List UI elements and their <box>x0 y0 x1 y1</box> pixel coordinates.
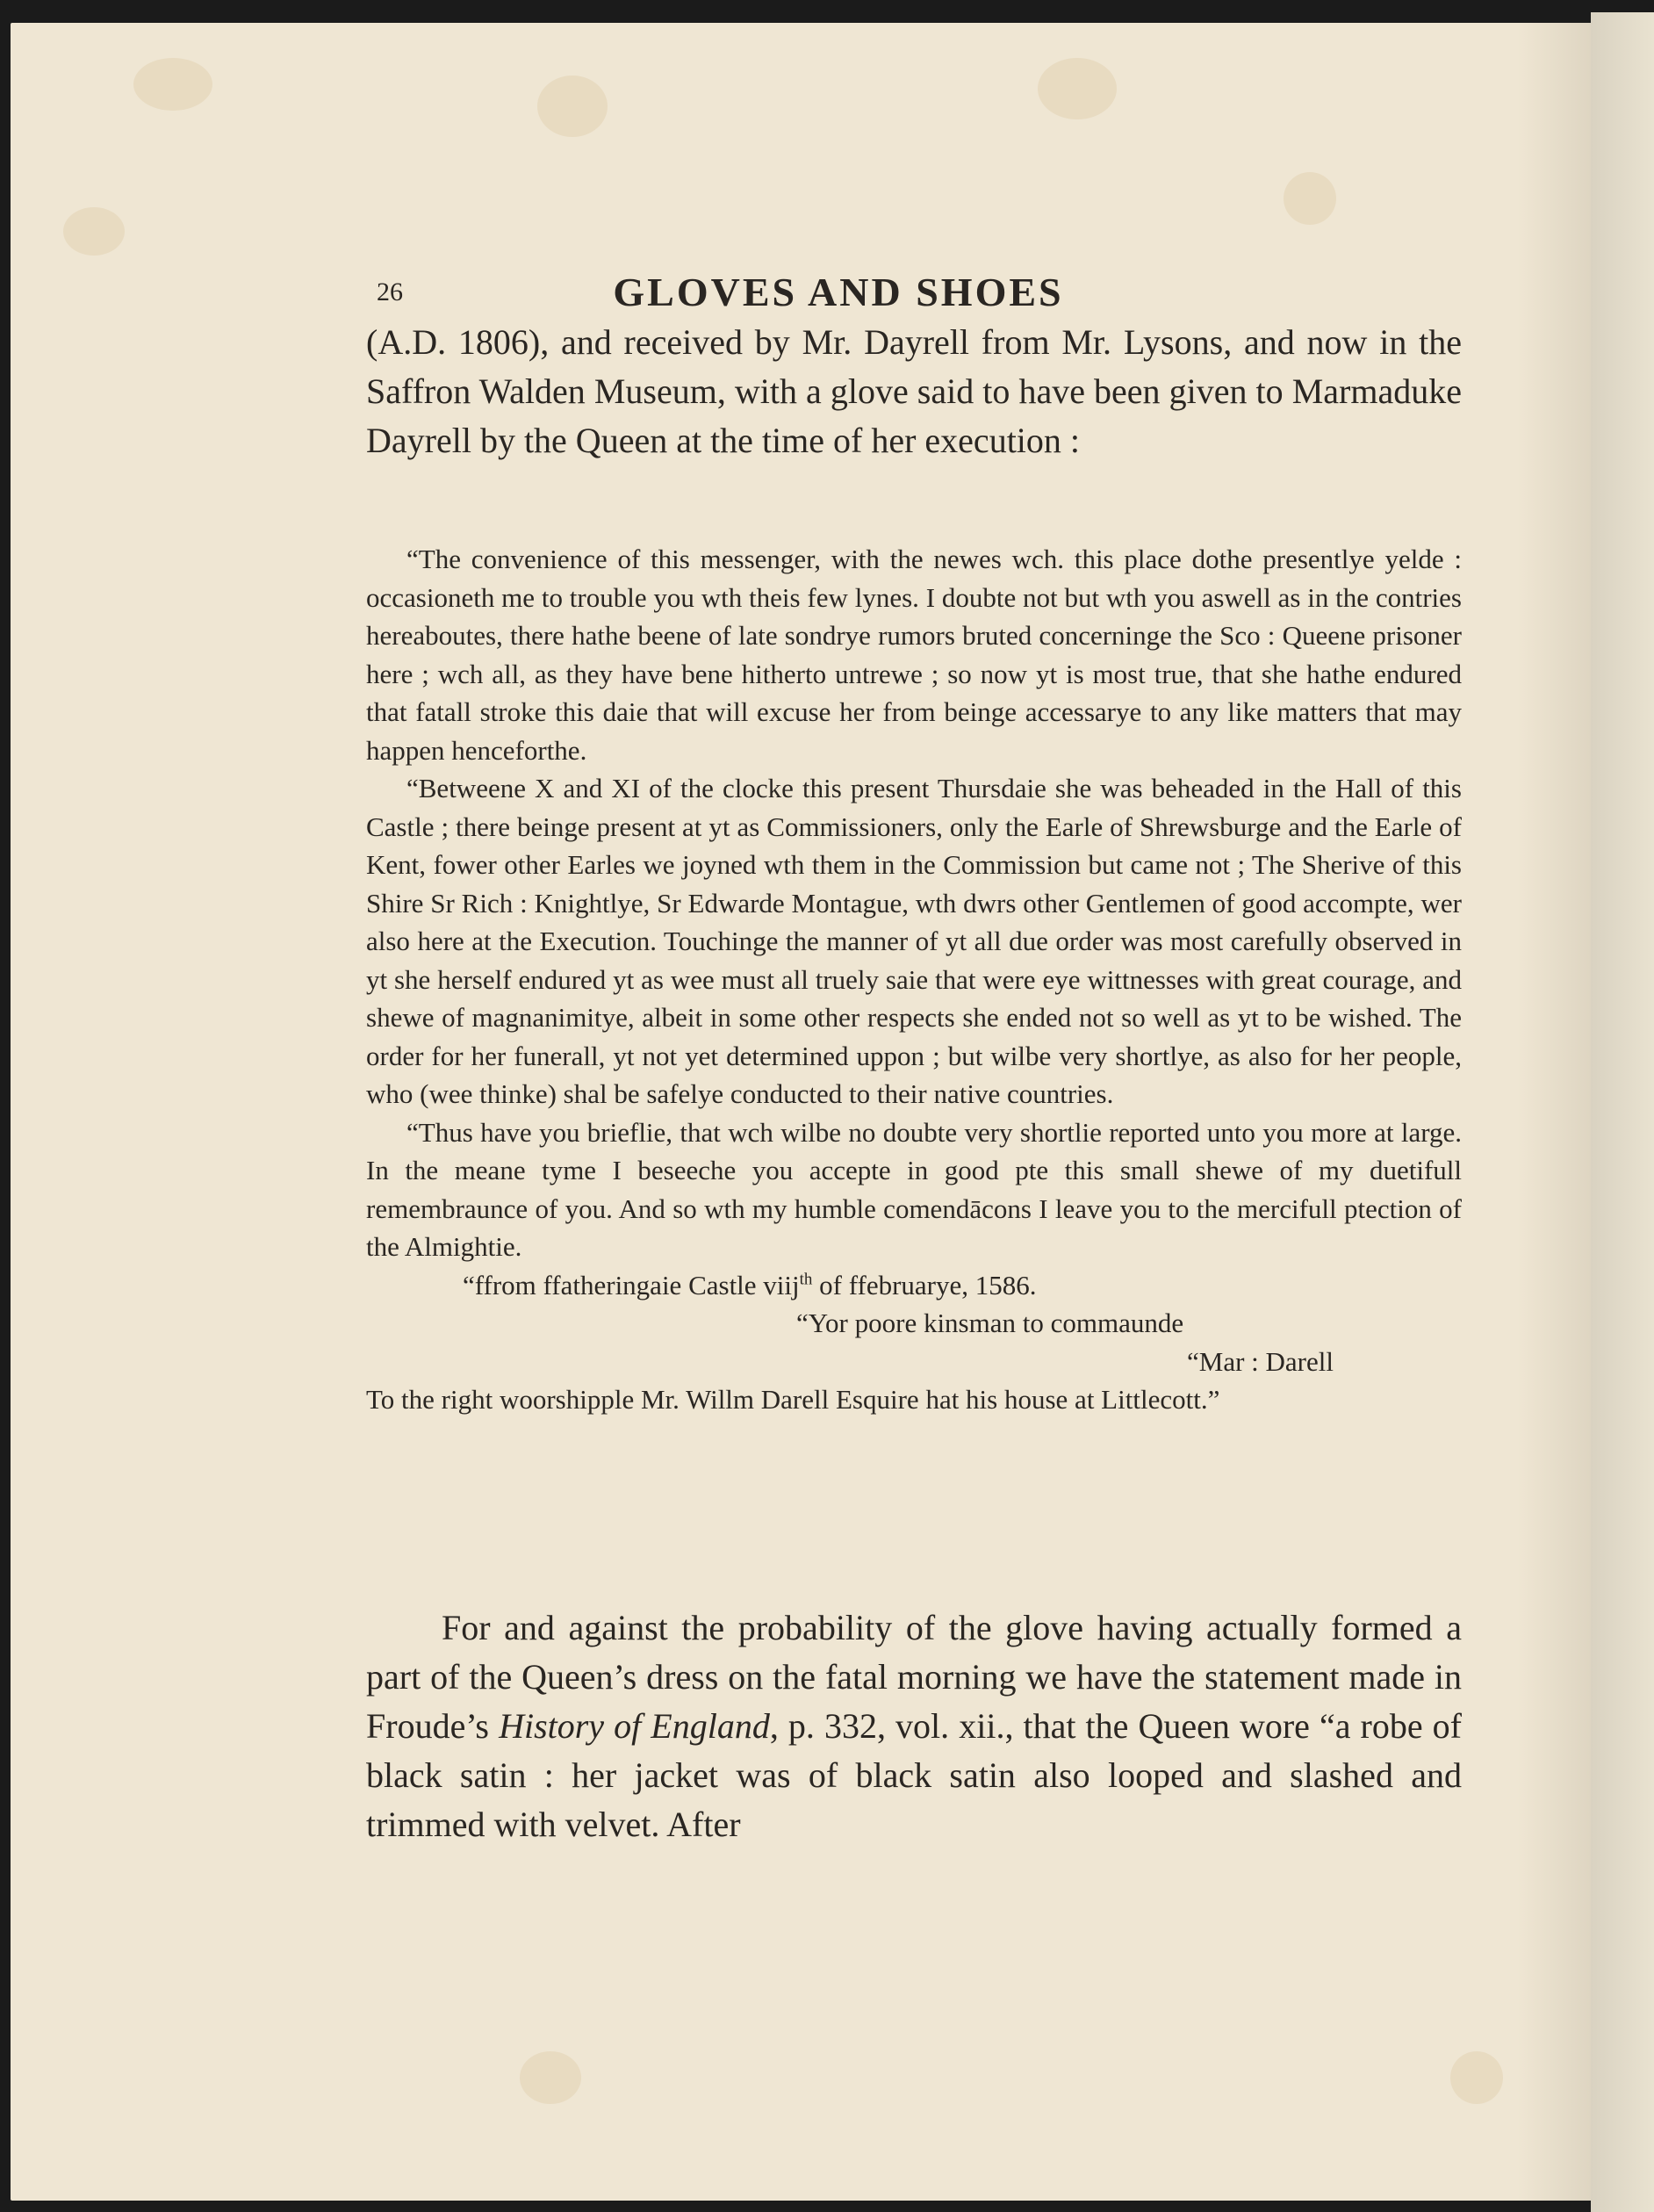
closing-text-end: , p. 332, vol. xii., that the Queen wore “a robe of black satin : her jacket was of black satin also looped and slashed and trimmed with velvet. After <box>366 1706 1462 1844</box>
letter-dateline <box>366 1266 1462 1305</box>
foxing-stain <box>1450 2051 1503 2104</box>
foxing-stain <box>1038 58 1117 119</box>
facing-page-edge <box>1591 12 1654 2212</box>
intro-paragraph-text: (A.D. 1806), and received by Mr. Dayrell from Mr. Lysons, and now in the Saffron Walden Museum, with a glove said to have been given to Marmaduke Dayrell by the Queen at the time of her execution : <box>366 322 1462 460</box>
dateline-superscript: th <box>799 1270 813 1289</box>
foxing-stain <box>520 2051 581 2104</box>
letter-signature-line-1: “Yor poore kinsman to commaunde <box>796 1308 1184 1338</box>
book-title-italic: History of England <box>499 1706 770 1746</box>
foxing-stain <box>133 58 212 111</box>
page-gutter-shadow <box>1517 23 1596 2201</box>
running-title: GLOVES AND SHOES <box>613 270 1064 314</box>
foxing-stain <box>63 207 125 256</box>
closing-paragraph <box>366 1603 1462 1849</box>
closing-paragraph-text <box>366 1603 1462 1849</box>
dateline-text-end: of ffebruarye, 1586. <box>812 1269 1037 1301</box>
letter-address: To the right woorshipple Mr. Willm Darell Esquire hat his house at Littlecott.” <box>366 1384 1220 1415</box>
intro-paragraph <box>366 318 1462 465</box>
page-number: 26 <box>377 277 403 306</box>
foxing-stain <box>1284 172 1336 225</box>
letter-paragraph-2: “Betweene X and XI of the clocke this present Thursdaie she was beheaded in the Hall of this Castle ; there beinge present at yt as Commissioners, only the Earle of Shrewsburge and the Earle of Kent, fower other Earles we joyned wth them in the Commission but came not ; The Sherive of this Shire Sr Rich : Knightlye, Sr Edwarde Montague, wth dwrs other Gentlemen of good accompte, wer also here at the Execution. Touchinge the manner of yt all due order was most carefully observed in yt she herself endured yt as wee must all truely saie that were eye wittnesses with great courage, and shewe of magnanimitye, albeit in some other respects she ended not so well as yt to be wished. The order for her funerall, yt not yet determined uppon ; but wilbe very shortlye, as also for her people, who (wee thinke) shal be safelye conducted to their native countries. <box>366 773 1462 1109</box>
quoted-letter <box>366 540 1462 1419</box>
closing-text-start: For and against the probability of the glove having actually formed a part of the Queen’s dress on the fatal morning we have the statement made in Froude’s <box>366 1608 1462 1746</box>
letter-paragraph-3: “Thus have you brieflie, that wch wilbe no doubte very shortlie reported unto you more at large. In the meane tyme I beseeche you accepte in good pte this small shewe of my duetifull remembraunce of you. And so wth my humble comendācons I leave you to the mercifull ptection of the Almightie. <box>366 1116 1462 1262</box>
page-header <box>11 269 1596 321</box>
dateline-text: “ffrom ffatheringaie Castle viij <box>463 1269 800 1301</box>
letter-paragraph-1: “The convenience of this messenger, with the newes wch. this place dothe presentlye yelde : occasioneth me to trouble you wth theis few lynes. I doubte not but wth you aswell as in the contries hereaboutes, there hathe beene of late sondrye rumors bruted concerninge the Sco : Queene prisoner here ; wch all, as they have bene hitherto untrewe ; so now yt is most true, that she hathe endured that fatall stroke this daie that will excuse her from beinge accessarye to any like matters that may happen henceforthe. <box>366 544 1462 766</box>
foxing-stain <box>537 76 608 137</box>
letter-signature-line-2: “Mar : Darell <box>1187 1345 1334 1377</box>
